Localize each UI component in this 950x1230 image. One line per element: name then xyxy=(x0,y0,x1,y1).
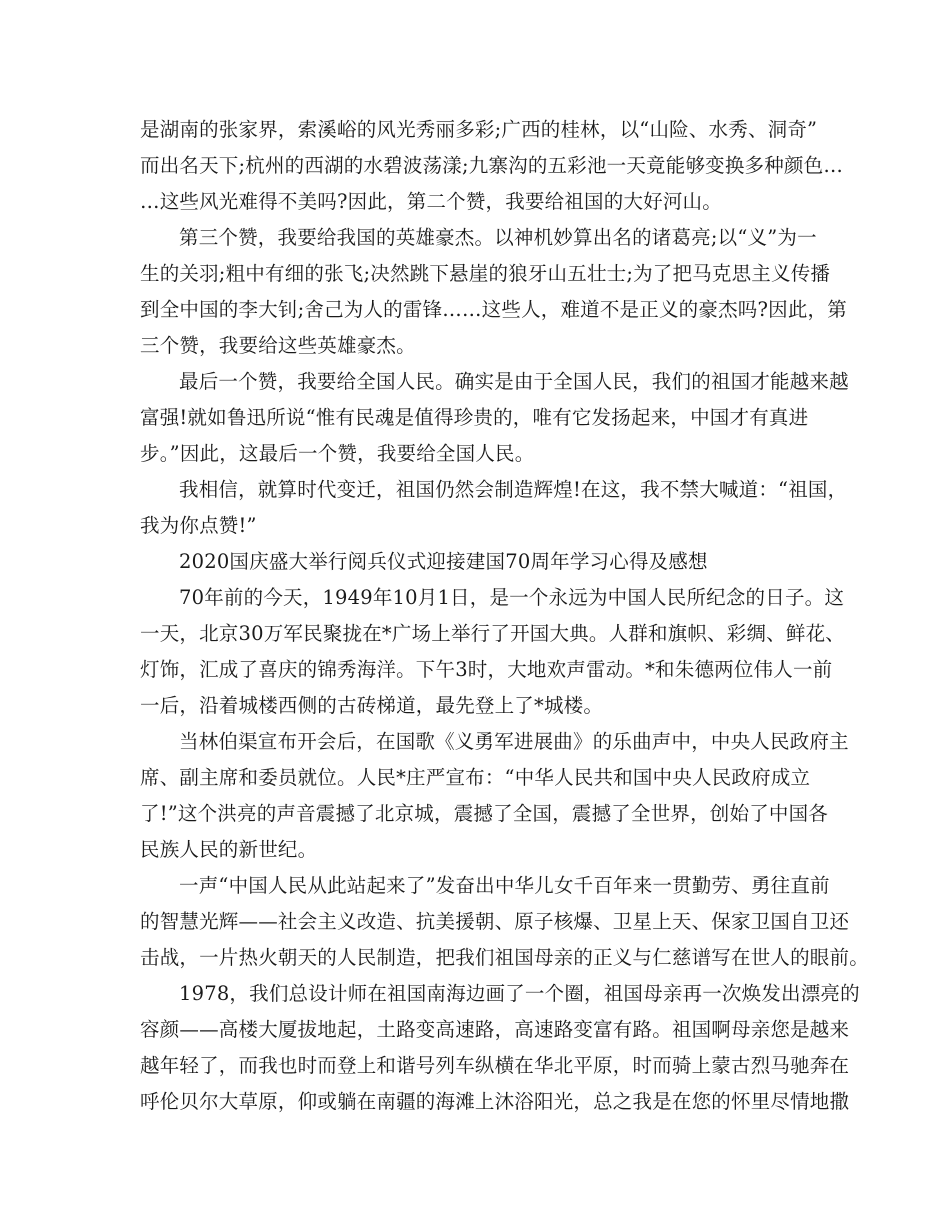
text-line: 2020国庆盛大举行阅兵仪式迎接建国70周年学习心得及感想 xyxy=(179,550,708,573)
text-line: 第三个赞，我要给我国的英雄豪杰。以神机妙算出名的诸葛亮;以“义”为一 xyxy=(179,226,817,249)
text-line: 到全中国的李大钊;舍己为人的雷锋……这些人，难道不是正义的豪杰吗?因此，第 xyxy=(140,298,847,321)
text-line: 容颜——高楼大厦拔地起，土路变高速路，高速路变富有路。祖国啊母亲您是越来 xyxy=(140,1018,850,1041)
text-line: 70年前的今天，1949年10月1日，是一个永远为中国人民所纪念的日子。这 xyxy=(179,586,845,609)
text-line: 最后一个赞，我要给全国人民。确实是由于全国人民，我们的祖国才能越来越 xyxy=(179,370,849,393)
text-line: 的智慧光辉——社会主义改造、抗美援朝、原子核爆、卫星上天、保家卫国自卫还 xyxy=(140,910,850,933)
text-line: 席、副主席和委员就位。人民*庄严宣布：“中华人民共和国中央人民政府成立 xyxy=(140,766,811,789)
text-line: 步。”因此，这最后一个赞，我要给全国人民。 xyxy=(140,442,535,465)
text-line: 而出名天下;杭州的西湖的水碧波荡漾;九寨沟的五彩池一天竟能够变换多种颜色… xyxy=(140,154,844,177)
text-line: 一后，沿着城楼西侧的古砖梯道，最先登上了*城楼。 xyxy=(140,694,604,717)
text-line: 生的关羽;粗中有细的张飞;决然跳下悬崖的狼牙山五壮士;为了把马克思主义传播 xyxy=(140,262,831,285)
text-line: 富强!就如鲁迅所说“惟有民魂是值得珍贵的，唯有它发扬起来，中国才有真进 xyxy=(140,406,809,429)
document-body xyxy=(140,112,869,1120)
text-line: 当林伯渠宣布开会后，在国歌《义勇军进展曲》的乐曲声中，中央人民政府主 xyxy=(179,730,849,753)
text-line: 一天，北京30万军民聚拢在*广场上举行了开国大典。人群和旗帜、彩绸、鲜花、 xyxy=(140,622,845,645)
text-line: 一声“中国人民从此站起来了”发奋出中华儿女千百年来一贯勤劳、勇往直前 xyxy=(179,874,830,897)
text-line: …这些风光难得不美吗?因此，第二个赞，我要给祖国的大好河山。 xyxy=(140,190,722,213)
text-line: 是湖南的张家界，索溪峪的风光秀丽多彩;广西的桂林，以“山险、水秀、洞奇” xyxy=(140,118,818,141)
text-line: 了!”这个洪亮的声音震撼了北京城，震撼了全国，震撼了全世界，创始了中国各 xyxy=(140,802,829,825)
text-line: 我为你点赞!” xyxy=(140,514,257,537)
text-line: 1978，我们总设计师在祖国南海边画了一个圈，祖国母亲再一次焕发出漂亮的 xyxy=(179,982,860,1005)
text-line: 呼伦贝尔大草原，仰或躺在南疆的海滩上沐浴阳光，总之我是在您的怀里尽情地撒 xyxy=(140,1090,850,1113)
text-line: 越年轻了，而我也时而登上和谐号列车纵横在华北平原，时而骑上蒙古烈马驰奔在 xyxy=(140,1054,850,1077)
text-line: 民族人民的新世纪。 xyxy=(140,838,318,861)
text-line: 我相信，就算时代变迁，祖国仍然会制造辉煌!在这，我不禁大喊道：“祖国， xyxy=(179,478,848,501)
text-line: 击战，一片热火朝天的人民制造，把我们祖国母亲的正义与仁慈谱写在世人的眼前。 xyxy=(140,946,869,969)
text-line: 灯饰，汇成了喜庆的锦秀海洋。下午3时，大地欢声雷动。*和朱德两位伟人一前 xyxy=(140,658,833,681)
text-line: 三个赞，我要给这些英雄豪杰。 xyxy=(140,334,416,357)
